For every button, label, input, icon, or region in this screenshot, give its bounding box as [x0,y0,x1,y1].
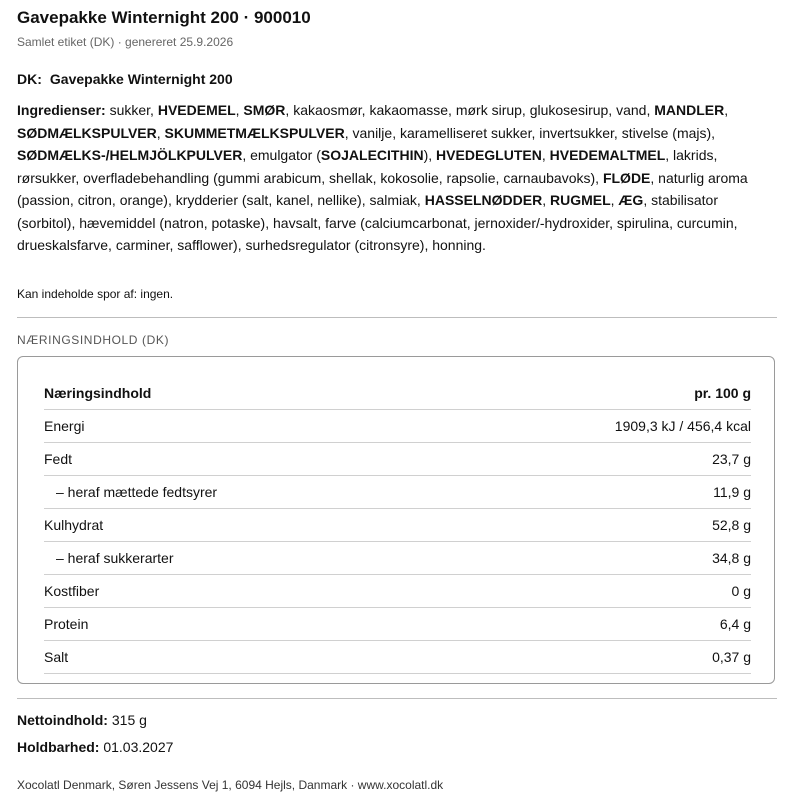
ingredient-text: , [235,102,244,118]
divider [17,698,777,699]
nutrient-value: 23,7 g [712,451,751,467]
shelf-life-label: Holdbarhed: [17,739,100,755]
nutrition-row [44,410,751,443]
nutrient-value: 34,8 g [712,550,751,566]
ingredient-text: , naturlig aroma (passion, citron, orange), krydderier (salt, kanel, nellike), salmiak, [17,169,748,208]
allergen-ingredient: MANDLER [654,102,725,118]
nutrition-table-box [17,356,775,684]
nutrition-row [44,608,751,641]
country-code: DK: [17,71,42,87]
nutrition-row [44,443,751,476]
ingredient-text: , [542,192,550,208]
ingredient-text: , lakrids, rørsukker, overfladebehandling (gummi arabicum, shellak, kokosolie, rapsolie, carnaubavoks), [17,147,718,186]
allergen-ingredient: SMØR [243,102,286,118]
nutrition-header-name: Næringsindhold [44,385,152,401]
allergen-ingredient: HVEDEMEL [157,102,236,118]
net-content [17,712,147,728]
nutrient-value: 1909,3 kJ / 456,4 kcal [614,418,751,434]
product-name-line [17,71,233,87]
divider [17,317,777,318]
nutrient-name: Energi [44,418,85,434]
ingredient-text: , kakaosmør, kakaomasse, mørk sirup, glukosesirup, vand, [285,102,655,118]
nutrition-row [44,509,751,542]
ingredient-text: , [610,192,619,208]
allergen-ingredient: HASSELNØDDER [424,192,543,208]
net-content-value: 315 g [111,712,147,728]
traces-statement: Kan indeholde spor af: ingen. [17,287,174,301]
shelf-life [17,739,173,755]
manufacturer-footer: Xocolatl Denmark, Søren Jessens Vej 1, 6094 Hejls, Danmark · www.xocolatl.dk [17,778,444,792]
nutrient-value: 6,4 g [719,616,751,632]
ingredient-text: , vanilje, karamelliseret sukker, invertsukker, stivelse (majs), [344,124,716,141]
nutrient-name: – heraf sukkerarter [56,550,174,566]
ingredient-text: sukker, [105,102,158,118]
allergen-ingredient: FLØDE [602,169,651,186]
nutrient-name: Fedt [44,451,73,467]
ingredient-text: , [156,124,165,141]
ingredient-text: , [724,102,729,118]
allergen-ingredient: SØDMÆLKSPULVER [17,124,157,141]
ingredients-text [17,102,748,253]
nutrient-value: 0,37 g [712,649,751,665]
shelf-life-value: 01.03.2027 [103,739,174,755]
nutrition-section-heading: NÆRINGSINDHOLD (DK) [17,333,170,347]
page-subtitle: Samlet etiket (DK) · genereret 25.9.2026 [17,35,234,49]
nutrition-row [44,542,751,575]
net-content-label: Nettoindhold: [17,712,108,728]
nutrient-name: Kostfiber [44,583,100,599]
ingredients-list [17,99,777,257]
product-name: Gavepakke Winternight 200 [49,71,233,87]
nutrient-name: – heraf mættede fedtsyrer [56,484,218,500]
ingredient-text: , [541,147,550,163]
ingredient-text: , emulgator ( [242,147,321,163]
ingredient-text: , stabilisator (sorbitol), hævemiddel (natron, potaske), havsalt, farve (calciumcarbonat, jernoxider/-hydroxider, spirulina, curcumin, drueskalsfarve, carminer, safflower), surhedsregulator (citronsyre), honning. [17,192,738,253]
allergen-ingredient: HVEDEGLUTEN [436,147,542,163]
nutrient-value: 0 g [731,583,751,599]
nutrient-value: 11,9 g [713,484,751,500]
nutrient-value: 52,8 g [712,517,751,533]
allergen-ingredient: ÆG [618,192,644,208]
ingredients-label: Ingredienser: [17,102,106,118]
nutrient-name: Protein [44,616,89,632]
page-title: Gavepakke Winternight 200 · 900010 [17,8,311,27]
nutrition-header-value: pr. 100 g [694,385,751,401]
ingredient-text: ), [423,147,437,163]
nutrition-row [44,641,751,674]
allergen-ingredient: RUGMEL [549,192,611,208]
nutrition-row [44,575,751,608]
allergen-ingredient: HVEDEMALTMEL [549,147,666,163]
nutrient-name: Salt [44,649,69,665]
nutrition-header-row [44,377,751,410]
allergen-ingredient: SKUMMETMÆLKSPULVER [164,124,345,141]
nutrition-row [44,476,751,509]
allergen-ingredient: SOJALECITHIN [320,147,424,163]
nutrient-name: Kulhydrat [44,517,104,533]
allergen-ingredient: SØDMÆLKS-/HELMJÖLKPULVER [17,147,243,163]
nutrition-table [44,377,751,674]
